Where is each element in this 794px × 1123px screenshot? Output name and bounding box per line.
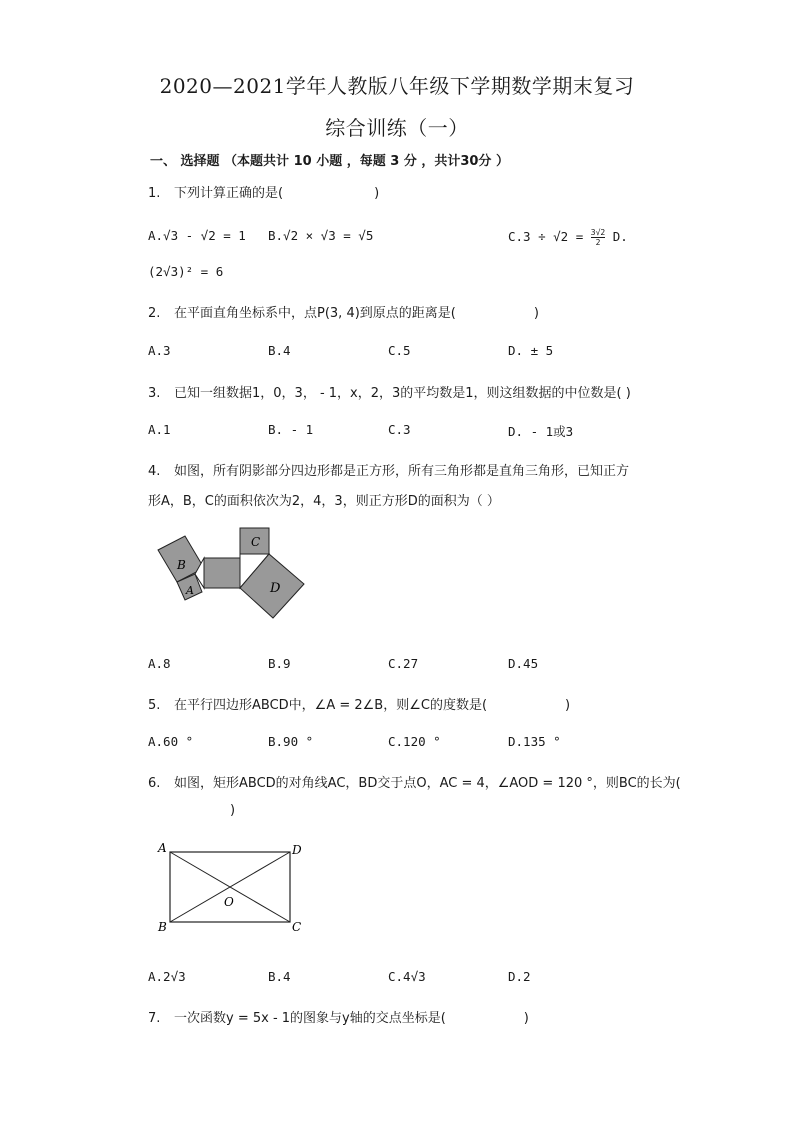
- q3-option-c: C.3: [388, 422, 411, 437]
- q5-option-c: C.120 °: [388, 734, 441, 749]
- question-1: [148, 182, 379, 201]
- q3-option-b: B. - 1: [268, 422, 314, 437]
- label-a: A: [186, 584, 194, 597]
- question-number: 3.: [148, 386, 161, 401]
- label-c: C: [292, 920, 302, 934]
- q2-option-b: B.4: [268, 343, 291, 358]
- question-6: [148, 772, 681, 791]
- fraction-numerator: 3√2: [590, 228, 606, 237]
- q1-option-c-fraction: [591, 228, 605, 247]
- q4-option-c: C.27: [388, 656, 419, 671]
- q2-option-c: C.5: [388, 343, 411, 358]
- squares-figure: [150, 520, 320, 625]
- q6-option-c: C.4√3: [388, 969, 426, 984]
- label-a: A: [158, 841, 167, 855]
- question-2: [148, 302, 539, 321]
- question-number: 7.: [148, 1011, 161, 1026]
- q1-option-d-label: D.: [612, 229, 628, 244]
- q5-option-b: B.90 °: [268, 734, 314, 749]
- question-text: 在平面直角坐标系中，点P(3, 4)到原点的距离是( ): [174, 306, 539, 321]
- question-4-line2: 形A，B，C的面积依次为2，4，3，则正方形D的面积为（ ）: [148, 494, 500, 509]
- title-line1: 2020—2021学年人教版八年级下学期数学期末复习: [159, 74, 635, 98]
- question-text: 下列计算正确的是( ): [174, 186, 380, 201]
- label-b: B: [158, 920, 167, 934]
- q6-option-a: A.2√3: [148, 969, 186, 984]
- question-text: 一次函数y = 5x - 1的图象与y轴的交点坐标是( ): [174, 1011, 529, 1026]
- question-number: 4.: [148, 464, 161, 479]
- q1-option-a: A.√3 - √2 = 1: [148, 228, 246, 243]
- q4-option-d: D.45: [508, 656, 539, 671]
- q4-option-b: B.9: [268, 656, 291, 671]
- question-text: 在平行四边形ABCD中，∠A = 2∠B，则∠C的度数是( ): [174, 698, 571, 713]
- label-d: D: [292, 843, 302, 857]
- q1-option-c: [508, 228, 628, 247]
- question-5: [148, 694, 570, 713]
- q3-option-a: A.1: [148, 422, 171, 437]
- q1-option-d: (2√3)² = 6: [148, 264, 224, 279]
- q5-option-a: A.60 °: [148, 734, 194, 749]
- question-number: 5.: [148, 698, 161, 713]
- q3-option-d: D. - 1或3: [508, 424, 574, 439]
- section-heading: 一、 选择题 （本题共计 10 小题 ，每题 3 分 ，共计30分 ）: [150, 154, 509, 169]
- q6-option-d: D.2: [508, 969, 531, 984]
- fraction-denominator: 2: [595, 238, 601, 247]
- q1-option-c-prefix: C.3 ÷ √2 =: [508, 229, 584, 244]
- label-c: C: [251, 535, 261, 549]
- question-text: 已知一组数据1，0，3， - 1，x，2，3的平均数是1，则这组数据的中位数是( ): [174, 386, 631, 401]
- label-d: D: [270, 581, 281, 596]
- label-o: O: [224, 895, 234, 909]
- question-number: 1.: [148, 186, 161, 201]
- question-text-line1: 如图，所有阴影部分四边形都是正方形，所有三角形都是直角三角形，已知正方: [174, 464, 630, 479]
- question-3: [148, 382, 631, 401]
- question-number: 6.: [148, 776, 161, 791]
- q2-option-d: D. ± 5: [508, 343, 554, 358]
- question-4: [148, 460, 629, 479]
- question-7: [148, 1007, 529, 1026]
- question-number: 2.: [148, 306, 161, 321]
- label-b: B: [177, 558, 186, 572]
- question-6-line2: ): [230, 803, 236, 818]
- q6-option-b: B.4: [268, 969, 291, 984]
- square-middle: [204, 558, 240, 588]
- q4-option-a: A.8: [148, 656, 171, 671]
- q1-option-b: B.√2 × √3 = √5: [268, 228, 374, 243]
- title-line2: 综合训练（一）: [325, 116, 469, 140]
- question-text-line1: 如图，矩形ABCD的对角线AC，BD交于点O，AC = 4，∠AOD = 120 °，则BC的长为(: [174, 776, 681, 791]
- q2-option-a: A.3: [148, 343, 171, 358]
- q5-option-d: D.135 °: [508, 734, 561, 749]
- rectangle-figure: [150, 838, 310, 938]
